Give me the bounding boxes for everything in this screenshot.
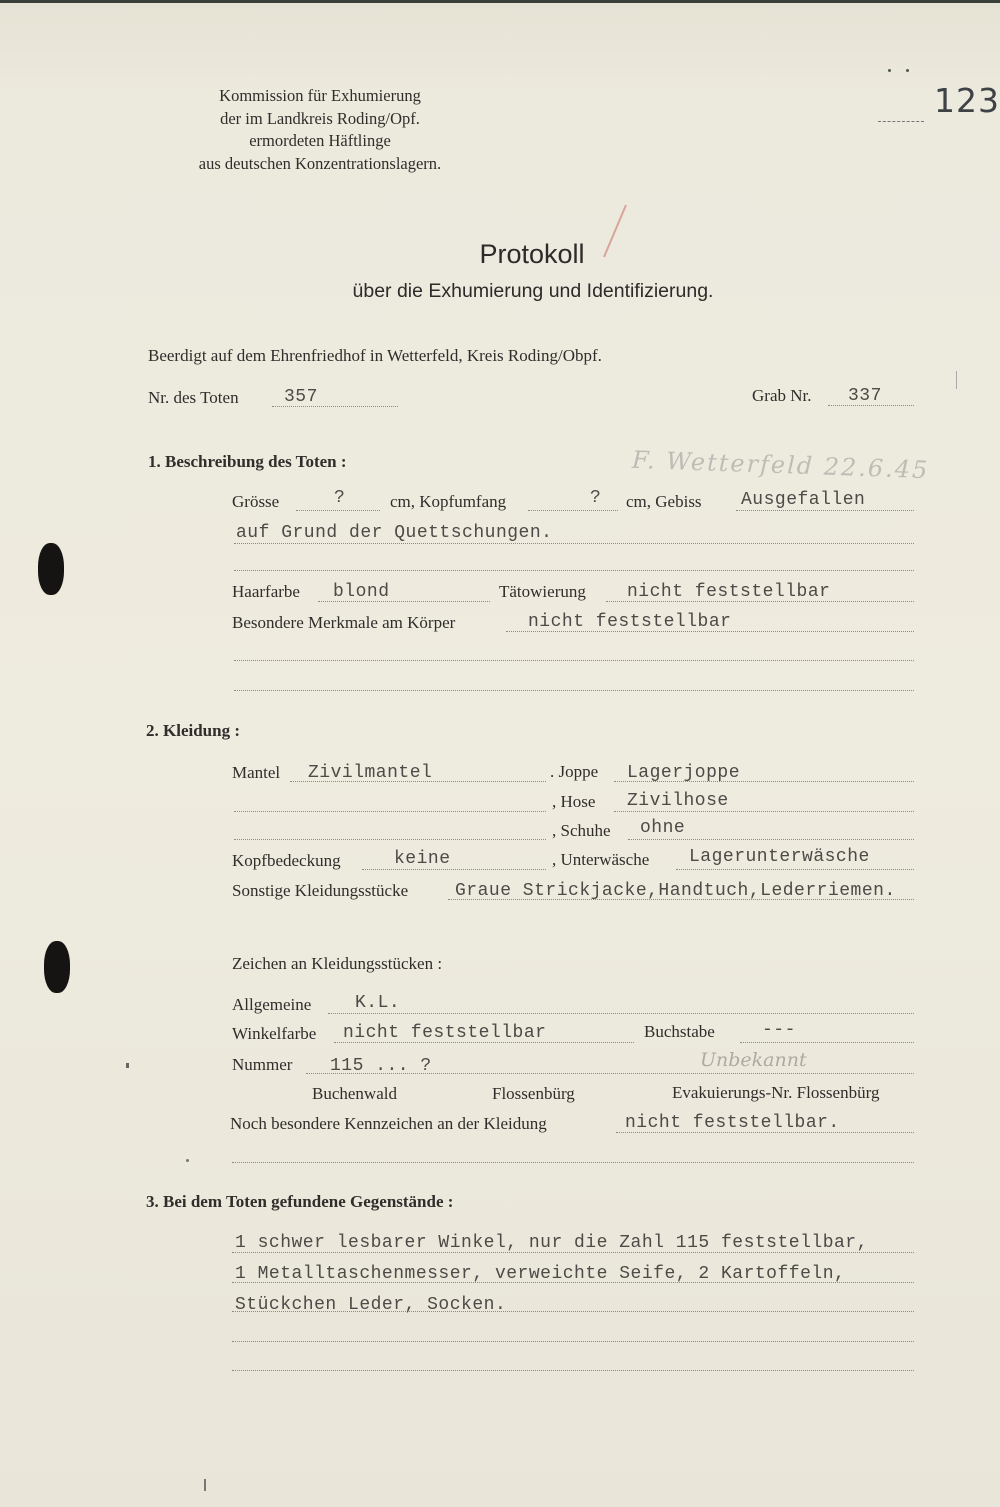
- punch-hole-bottom: [44, 941, 70, 993]
- shoes-value: ohne: [640, 818, 686, 838]
- other-marks-label: Noch besondere Kennzeichen an der Kleidung: [230, 1114, 547, 1133]
- tattoo-label: Tätowierung: [499, 582, 586, 601]
- jacket-label: . Joppe: [550, 762, 599, 781]
- page-number: 123: [934, 81, 1000, 120]
- red-pencil-mark: [596, 201, 636, 261]
- tattoo-value: nicht feststellbar: [627, 582, 831, 602]
- clothing-signs-heading: Zeichen an Kleidungsstücken :: [232, 954, 443, 973]
- jacket-value: Lagerjoppe: [627, 763, 741, 783]
- hair-color-value: blond: [333, 582, 390, 602]
- trousers-value: Zivilhose: [627, 791, 729, 811]
- body-marks-value: nicht feststellbar: [528, 612, 732, 632]
- number-handwritten-note: Unbekannt: [700, 1049, 807, 1071]
- other-clothing-value: Graue Strickjacke,Handtuch,Lederriemen.: [455, 881, 896, 901]
- body-marks-label: Besondere Merkmale am Körper: [232, 613, 456, 632]
- commission-line: aus deutschen Konzentrationslagern.: [198, 153, 442, 173]
- general-value: K.L.: [355, 993, 401, 1013]
- triangle-color-label: Winkelfarbe: [232, 1024, 317, 1043]
- headwear-value: keine: [394, 849, 451, 869]
- head-circumference-value: ?: [590, 488, 602, 508]
- section1-heading: 1. Beschreibung des Toten :: [148, 452, 347, 471]
- number-value: 115 ... ?: [330, 1056, 432, 1076]
- letter-value: ---: [762, 1020, 796, 1040]
- found-item-line: 1 schwer lesbarer Winkel, nur die Zahl 115 feststellbar,: [235, 1233, 868, 1253]
- other-clothing-label: Sonstige Kleidungsstücke: [232, 881, 409, 900]
- burial-location: Beerdigt auf dem Ehrenfriedhof in Wetterfeld, Kreis Roding/Obpf.: [148, 346, 602, 365]
- commission-line: Kommission für Exhumierung: [219, 86, 421, 105]
- triangle-color-value: nicht feststellbar: [343, 1023, 547, 1043]
- section2-heading: 2. Kleidung :: [146, 721, 240, 740]
- trousers-label: , Hose: [552, 792, 596, 811]
- hair-color-label: Haarfarbe: [232, 582, 300, 601]
- letter-label: Buchstabe: [644, 1022, 715, 1041]
- size-value: ?: [334, 488, 346, 508]
- dead-number-label: Nr. des Toten: [148, 388, 239, 407]
- shoes-label: , Schuhe: [552, 821, 611, 840]
- teeth-value: Ausgefallen: [741, 490, 866, 510]
- general-label: Allgemeine: [232, 995, 312, 1014]
- grave-number-label: Grab Nr.: [752, 386, 812, 405]
- size-label: Grösse: [232, 492, 280, 511]
- underwear-label: , Unterwäsche: [552, 850, 650, 869]
- punch-hole-top: [38, 543, 64, 595]
- margin-handwritten-note: F. Wetterfeld 22.6.45: [631, 445, 930, 485]
- document-title: Protokoll: [479, 239, 585, 269]
- number-label: Nummer: [232, 1055, 293, 1074]
- underwear-value: Lagerunterwäsche: [689, 847, 870, 867]
- commission-line: ermordeten Häftlinge: [249, 131, 391, 150]
- coat-label: Mantel: [232, 763, 281, 782]
- found-item-line: 1 Metalltaschenmesser, verweichte Seife, 2 Kartoffeln,: [235, 1264, 846, 1284]
- other-marks-value: nicht feststellbar.: [625, 1113, 840, 1133]
- headwear-label: Kopfbedeckung: [232, 851, 341, 870]
- document-subtitle: über die Exhumierung und Identifizierung.: [352, 280, 714, 302]
- grave-number-value: 337: [848, 386, 882, 406]
- commission-line: der im Landkreis Roding/Opf.: [220, 108, 420, 128]
- teeth-label: cm, Gebiss: [626, 492, 702, 511]
- coat-value: Zivilmantel: [308, 763, 433, 783]
- camp-flossenburg-label: Flossenbürg: [492, 1084, 575, 1103]
- section3-heading: 3. Bei dem Toten gefundene Gegenstände :: [146, 1192, 454, 1211]
- found-item-line: Stückchen Leder, Socken.: [235, 1295, 507, 1315]
- dead-number-value: 357: [284, 387, 318, 407]
- head-circumference-label: cm, Kopfumfang: [390, 492, 507, 511]
- teeth-value-continued: auf Grund der Quettschungen.: [236, 523, 553, 543]
- commission-header: [160, 85, 480, 175]
- camp-buchenwald-label: Buchenwald: [312, 1084, 397, 1103]
- evacuation-number-label: Evakuierungs-Nr. Flossenbürg: [672, 1083, 880, 1102]
